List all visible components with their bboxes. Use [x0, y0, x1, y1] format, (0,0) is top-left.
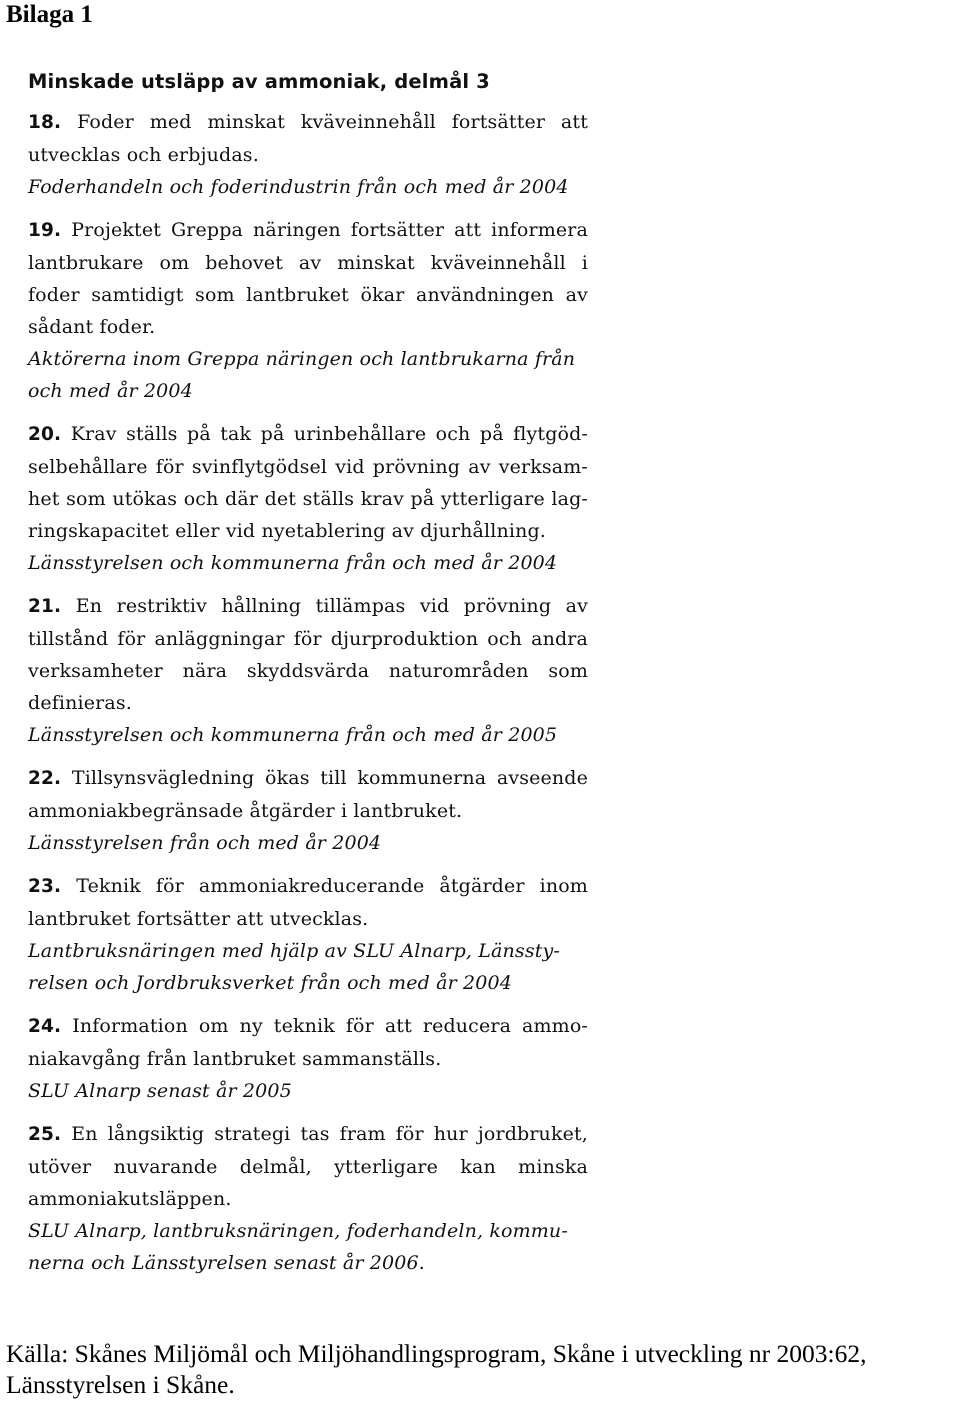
measure-text: Projektet Greppa näringen fortsätter att informera: [71, 219, 588, 241]
measure-first-line: [28, 106, 588, 139]
measure-text: verksamheter nära skyddsvärda naturområden som: [28, 660, 588, 682]
measure-first-line: [28, 418, 588, 451]
measure-item: [28, 418, 588, 579]
measure-number: 21.: [28, 596, 62, 617]
measure-text: definieras.: [28, 692, 132, 714]
measure-item: [28, 214, 588, 407]
measure-text-line: [28, 623, 588, 655]
source-line-2: Länsstyrelsen i Skåne.: [6, 1370, 235, 1399]
responsible-party: Foderhandeln och foderindustrin från och med år 2004: [28, 176, 569, 198]
measure-text: lantbrukare om behovet av minskat kväveinnehåll i: [28, 252, 588, 274]
measure-text-line: [28, 903, 588, 935]
measure-text: utöver nuvarande delmål, ytterligare kan minska: [28, 1156, 588, 1178]
measure-text: ammoniakbegränsade åtgärder i lantbruket.: [28, 800, 463, 822]
measure-text: En långsiktig strategi tas fram för hur jordbruket,: [71, 1123, 588, 1145]
measure-number: 23.: [28, 876, 62, 897]
measure-text-line: [28, 1183, 588, 1215]
responsible-party: Länsstyrelsen och kommunerna från och med år 2005: [28, 724, 558, 746]
measure-text-line: [28, 1043, 588, 1075]
measure-item: [28, 1118, 588, 1279]
measure-item: [28, 762, 588, 859]
measure-item: [28, 106, 588, 203]
measure-item: [28, 590, 588, 751]
responsible-party: relsen och Jordbruksverket från och med år 2004: [28, 972, 512, 994]
measure-number: 20.: [28, 424, 62, 445]
measure-text: ringskapacitet eller vid nyetablering av djurhållning.: [28, 520, 546, 542]
source-citation: [6, 1338, 956, 1400]
measure-text-line: [28, 1151, 588, 1183]
measure-text: Krav ställs på tak på urinbehållare och på flytgöd-: [70, 423, 588, 445]
measure-first-line: [28, 1010, 588, 1043]
measure-text: Information om ny teknik för att reducera ammo-: [72, 1015, 588, 1037]
measure-number: 19.: [28, 220, 62, 241]
responsible-party: nerna och Länsstyrelsen senast år 2006.: [28, 1252, 425, 1274]
responsible-party: och med år 2004: [28, 380, 193, 402]
measure-first-line: [28, 590, 588, 623]
responsible-party: Länsstyrelsen från och med år 2004: [28, 832, 382, 854]
source-line-1: Källa: Skånes Miljömål och Miljöhandlingsprogram, Skåne i utveckling nr 2003:62,: [6, 1339, 867, 1368]
measure-text: selbehållare för svinflytgödsel vid prövning av verksam-: [28, 456, 588, 478]
measure-text: Foder med minskat kväveinnehåll fortsätter att: [77, 111, 588, 133]
scanned-excerpt: [28, 66, 588, 1290]
measure-text: Tillsynsvägledning ökas till kommunerna avseende: [71, 767, 588, 789]
measure-text: ammoniakutsläppen.: [28, 1188, 232, 1210]
measure-first-line: [28, 1118, 588, 1151]
measure-item: [28, 1010, 588, 1107]
measure-first-line: [28, 762, 588, 795]
responsible-party: SLU Alnarp senast år 2005: [28, 1080, 292, 1102]
measure-text-line: [28, 247, 588, 279]
measure-first-line: [28, 214, 588, 247]
measure-number: 24.: [28, 1016, 62, 1037]
responsible-party: Aktörerna inom Greppa näringen och lantbrukarna från: [28, 348, 576, 370]
measure-text-line: [28, 515, 588, 547]
measure-text: sådant foder.: [28, 316, 156, 338]
measure-text-line: [28, 139, 588, 171]
measure-number: 22.: [28, 768, 62, 789]
measure-number: 18.: [28, 112, 62, 133]
measure-text: lantbruket fortsätter att utvecklas.: [28, 908, 369, 930]
measure-first-line: [28, 870, 588, 903]
responsible-party: Länsstyrelsen och kommunerna från och med år 2004: [28, 552, 558, 574]
measure-text-line: [28, 483, 588, 515]
measure-list: [28, 106, 588, 1279]
measure-text: Teknik för ammoniakreducerande åtgärder inom: [76, 875, 588, 897]
measure-text-line: [28, 279, 588, 311]
measure-text: het som utökas och där det ställs krav på ytterligare lag-: [28, 488, 588, 510]
measure-text: utvecklas och erbjudas.: [28, 144, 259, 166]
measure-text-line: [28, 311, 588, 343]
measure-text: foder samtidigt som lantbruket ökar användningen av: [28, 284, 588, 306]
section-heading: Minskade utsläpp av ammoniak, delmål 3: [28, 70, 490, 93]
measure-text: tillstånd för anläggningar för djurproduktion och andra: [28, 628, 588, 650]
measure-text: En restriktiv hållning tillämpas vid prövning av: [75, 595, 588, 617]
measure-text-line: [28, 687, 588, 719]
measure-text-line: [28, 655, 588, 687]
responsible-party: SLU Alnarp, lantbruksnäringen, foderhandeln, kommu-: [28, 1220, 568, 1242]
responsible-party: Lantbruksnäringen med hjälp av SLU Alnarp, Länssty-: [28, 940, 560, 962]
measure-item: [28, 870, 588, 999]
measure-text: niakavgång från lantbruket sammanställs.: [28, 1048, 442, 1070]
measure-number: 25.: [28, 1124, 62, 1145]
measure-text-line: [28, 795, 588, 827]
measure-text-line: [28, 451, 588, 483]
page-label: Bilaga 1: [6, 1, 93, 28]
